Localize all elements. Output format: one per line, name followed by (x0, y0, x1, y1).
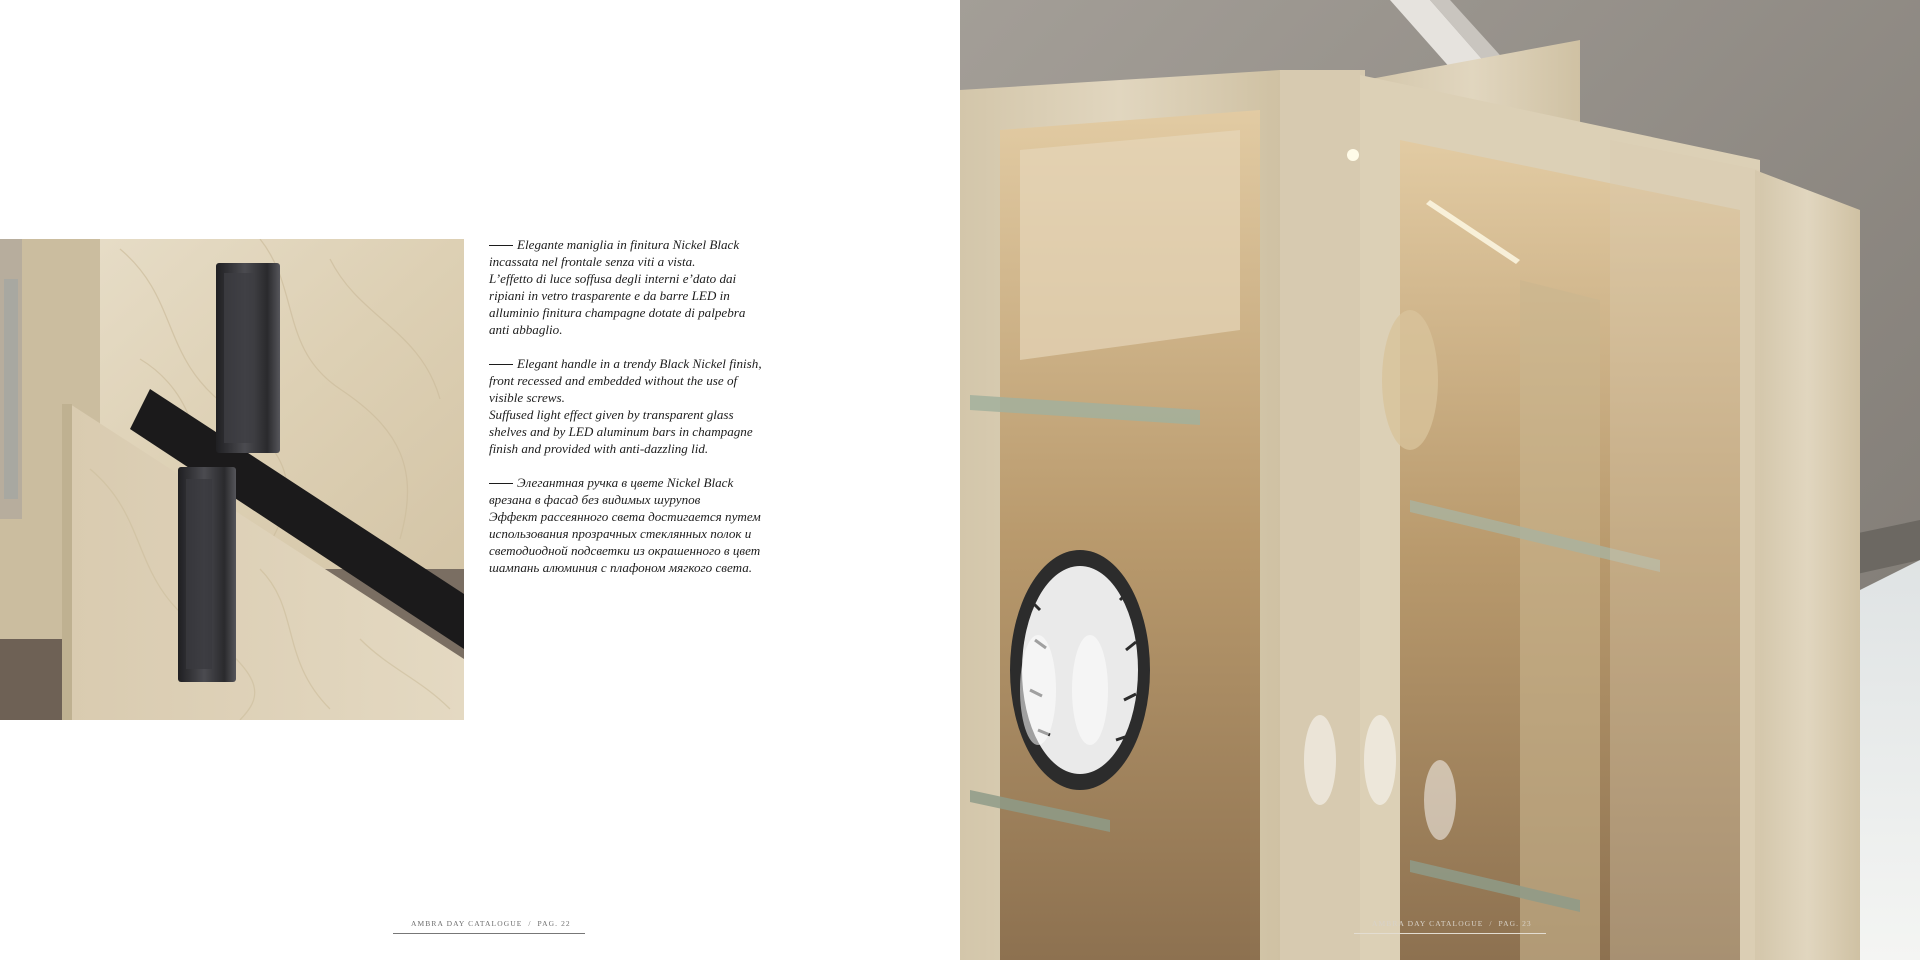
footer-catalogue-name: AMBRA DAY CATALOGUE (1372, 919, 1484, 928)
description-italian-text: Elegante maniglia in finitura Nickel Black incassata nel frontale senza viti a vista. L’effetto di luce soffusa degli interni e’dato dai ripiani in vetro trasparente e da barre LED in alluminio finitura champagne dotate di palpebra anti abbaglio. (489, 237, 746, 337)
dash-divider (489, 364, 513, 365)
footer-right (1372, 919, 1532, 928)
dash-divider (489, 245, 513, 246)
description-russian-text: Элегантная ручка в цвете Nickel Black врезана в фасад без видимых шурупов Эффект рассеянного света достигается путем использования прозрачных стеклянных полок и светодиодной подсветки из окрашенного в цвет шампань алюминия с плафоном мягкого света. (489, 475, 761, 575)
footer-separator: / (1489, 919, 1493, 928)
footer-left (411, 919, 571, 928)
description-italian (489, 236, 789, 338)
handle-detail-photo (0, 239, 464, 720)
footer-rule (393, 933, 585, 934)
product-description (489, 236, 789, 593)
footer-separator: / (528, 919, 532, 928)
description-russian (489, 474, 789, 576)
dash-divider (489, 483, 513, 484)
description-english (489, 355, 789, 457)
handle-detail-illustration (0, 239, 464, 720)
footer-page-number: PAG. 23 (1498, 919, 1532, 928)
footer-page-number: PAG. 22 (537, 919, 571, 928)
showcase-cabinet-illustration (960, 0, 1920, 960)
footer-rule (1354, 933, 1546, 934)
description-english-text: Elegant handle in a trendy Black Nickel finish, front recessed and embedded without the use of visible screws. Suffused light effect given by transparent glass shelves and by LED aluminum bars in champagne finish and provided with anti-dazzling lid. (489, 356, 762, 456)
showcase-cabinet-photo (960, 0, 1920, 960)
footer-catalogue-name: AMBRA DAY CATALOGUE (411, 919, 523, 928)
